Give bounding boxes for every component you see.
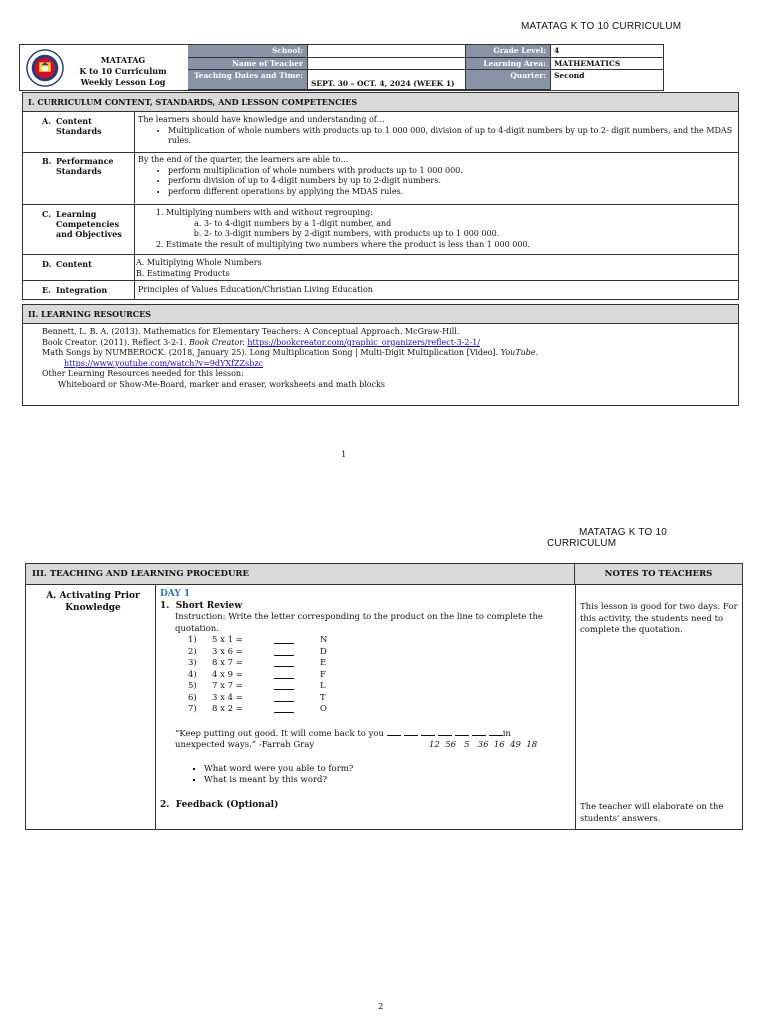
question-expression: 8 x 2 = <box>212 704 243 714</box>
competency-item-1a: a. 3- to 4-digit numbers by a 1-digit number, and <box>204 219 736 230</box>
quotation-end: in <box>502 728 511 739</box>
performance-standards-text <box>138 155 736 197</box>
question-expression: 4 x 9 = <box>212 669 243 680</box>
competencies-text <box>138 208 736 250</box>
reference-3-text: Math Songs by NUMBEROCK. (2018, January 25). Long Multiplication Song | Multi-Digit Multiplication [Video]. <box>42 348 501 357</box>
teacher-note-1: This lesson is good for two days. For this activity, the students need to complete the quotation. <box>580 602 738 635</box>
area-label: Learning Area: <box>466 58 551 70</box>
question-row <box>188 704 570 716</box>
section-learning-resources <box>22 304 739 406</box>
row-label <box>32 590 154 614</box>
resources-list <box>42 327 692 390</box>
performance-bullet: • perform division of up to 4-digit numbers by up to 2-digit numbers. <box>168 176 736 187</box>
grade-field[interactable]: 4 <box>551 45 663 58</box>
performance-standards-letter: B. <box>42 156 52 166</box>
question-number: 2) <box>188 646 197 657</box>
reflection-question: ▪ What is meant by this word? <box>204 775 570 787</box>
content-standards-intro: The learners should have knowledge and understanding of… <box>138 115 385 124</box>
feedback-heading <box>160 800 570 812</box>
reference-1: Bennett, L. B. A. (2013). Mathematics for Elementary Teachers: A Conceptual Approach. McGraw-Hill. <box>42 327 460 336</box>
integration-label: Integration <box>56 285 108 295</box>
question-letter: T <box>320 692 326 703</box>
quotation-line-2 <box>175 740 570 752</box>
question-expression: 3 x 4 = <box>212 692 243 703</box>
quotation-author: unexpected ways.” -Farrah Gray <box>175 740 315 750</box>
curriculum-header-line-1: MATATAG K TO 10 <box>579 527 668 538</box>
teacher-field[interactable] <box>308 58 466 70</box>
question-list <box>160 635 570 716</box>
question-row <box>188 635 570 647</box>
quotation <box>160 727 570 752</box>
quotation-line-1 <box>175 727 570 741</box>
reflection-question: ▪ What word were you able to form? <box>204 764 570 776</box>
question-letter: N <box>320 635 328 645</box>
logo-line-2: K to 10 Curriculum <box>79 66 167 76</box>
content-line-1: A. Multiplying Whole Numbers <box>136 258 262 267</box>
content-standards-letter: A. <box>42 116 51 126</box>
performance-bullet: • perform different operations by applying the MDAS rules. <box>168 187 736 198</box>
logo-line-3: Weekly Lesson Log <box>80 77 166 87</box>
notes-title: NOTES TO TEACHERS <box>575 564 742 585</box>
reference-3-source: YouTube. <box>500 348 539 357</box>
question-number: 5) <box>188 681 197 691</box>
logo-line-1: MATATAG <box>100 55 146 65</box>
section-title: II. LEARNING RESOURCES <box>23 305 738 324</box>
section-title: I. CURRICULUM CONTENT, STANDARDS, AND LESSON COMPETENCIES <box>23 93 738 112</box>
competency-item-1b: b. 2- to 3-digit numbers by 2-digit numbers, with products up to 1 000 000. <box>204 229 736 240</box>
question-letter: L <box>320 681 326 691</box>
reference-2 <box>42 338 692 349</box>
reflection-questions <box>160 764 570 787</box>
section-curriculum-content <box>22 92 739 300</box>
content-letter: D. <box>42 259 52 269</box>
short-review-heading <box>160 601 570 613</box>
other-resources-text: Whiteboard or Show-Me-Board, marker and eraser, worksheets and math blocks <box>58 379 386 389</box>
performance-bullet: • perform multiplication of whole numbers with products up to 1 000 000. <box>168 166 736 177</box>
content-line-2: B. Estimating Products <box>136 268 230 278</box>
row-label-line-2: Knowledge <box>65 603 121 613</box>
question-expression: 5 x 1 = <box>212 635 243 645</box>
section3-title: III. TEACHING AND LEARNING PROCEDURE <box>26 564 575 585</box>
reference-3-link[interactable]: https://www.youtube.com/watch?v=9dYXfZZsbzc <box>64 358 264 368</box>
performance-standards-intro: By the end of the quarter, the learners are able to… <box>138 155 349 164</box>
question-letter: F <box>320 669 326 680</box>
question-expression: 7 x 7 = <box>212 681 243 691</box>
content-standards-bullet: • Multiplication of whole numbers with products up to 1 000 000, division of up to 4-digit numbers by up to 2- digit numbers, and the MDAS rules. <box>168 126 736 147</box>
reference-3 <box>42 348 692 359</box>
question-number: 7) <box>188 704 197 714</box>
school-field[interactable] <box>308 45 466 58</box>
question-expression: 8 x 7 = <box>212 658 243 668</box>
item1-number: 1. <box>160 600 170 611</box>
page-number: 1 <box>341 450 347 460</box>
curriculum-header-line-2: CURRICULUM <box>547 538 617 549</box>
answer-blank[interactable] <box>274 635 294 644</box>
question-letter: E <box>320 658 327 668</box>
question-row <box>188 693 570 705</box>
curriculum-header: MATATAG K TO 10 CURRICULUM <box>521 21 682 32</box>
reference-2-text: Book Creator. (2011). Reflect 3-2-1. <box>42 337 189 347</box>
dates-field[interactable]: SEPT. 30 – OCT. 4, 2024 (WEEK 1) <box>308 70 466 90</box>
answer-blank[interactable] <box>274 704 294 713</box>
instruction-text: Instruction: Write the letter corresponding to the product on the line to complete the quotation. <box>175 612 543 634</box>
row-label-line-1: A. Activating Prior <box>46 591 140 601</box>
item2-number: 2. <box>160 799 170 810</box>
procedure-content <box>160 589 570 811</box>
logo-text <box>68 55 178 88</box>
question-row <box>188 670 570 682</box>
quotation-blanks[interactable] <box>387 729 503 739</box>
reference-3-link-row <box>42 359 692 370</box>
teaching-procedure-table <box>25 563 743 830</box>
item2-title: Feedback (Optional) <box>175 799 279 810</box>
question-letter: O <box>320 704 327 714</box>
question-letter: D <box>320 646 327 657</box>
competencies-letter: C. <box>42 209 52 219</box>
content-text <box>136 258 734 279</box>
day-label: DAY 1 <box>160 589 191 599</box>
question-expression: 3 x 6 = <box>212 646 243 657</box>
reference-2-source: Book Creator. <box>188 337 245 347</box>
dates-label: Teaching Dates and Time: <box>188 70 308 90</box>
question-number: 4) <box>188 669 197 680</box>
content-standards-text <box>138 115 736 147</box>
competency-item <box>166 208 736 240</box>
competencies-label: Learning Competencies and Objectives <box>56 209 122 239</box>
other-resources-label: Other Learning Resources needed for this lesson: <box>42 369 244 378</box>
question-number: 6) <box>188 692 197 703</box>
content-standards-label: Content Standards <box>56 116 102 136</box>
grade-label: Grade Level: <box>466 45 551 58</box>
question-number: 1) <box>188 635 197 645</box>
quotation-start: “Keep putting out good. It will come back to you <box>175 728 385 739</box>
answer-blank[interactable] <box>274 681 294 690</box>
reference-2-link[interactable]: https://bookcreator.com/graphic_organizers/reflect-3-2-1/ <box>247 337 481 347</box>
teacher-label: Name of Teacher <box>188 58 308 70</box>
deped-seal-icon <box>26 49 64 87</box>
performance-standards-label: Performance Standards <box>56 156 114 176</box>
question-row <box>188 658 570 670</box>
integration-text: Principles of Values Education/Christian Living Education <box>138 285 373 294</box>
answer-blank[interactable] <box>274 670 294 679</box>
quarter-label: Quarter: <box>466 70 551 90</box>
quotation-number-key: 12 56 5 36 16 49 18 <box>429 740 538 750</box>
integration-letter: E. <box>42 285 51 295</box>
competency-item-2: 2. Estimate the result of multiplying two numbers where the product is less than 1 000 000. <box>166 240 736 251</box>
page-number: 2 <box>378 1002 384 1012</box>
answer-blank[interactable] <box>274 647 294 656</box>
area-field[interactable]: MATHEMATICS <box>551 58 663 70</box>
item1-title: Short Review <box>175 600 243 611</box>
school-label: School: <box>188 45 308 58</box>
answer-blank[interactable] <box>274 658 294 667</box>
quarter-field[interactable]: Second <box>554 71 585 80</box>
question-row <box>188 647 570 659</box>
answer-blank[interactable] <box>274 693 294 702</box>
content-label: Content <box>56 259 92 269</box>
question-number: 3) <box>188 658 197 668</box>
question-row <box>188 681 570 693</box>
lesson-log-header-table <box>19 44 664 91</box>
teacher-note-2: The teacher will elaborate on the students' answers. <box>580 802 724 824</box>
logo-cell <box>20 45 189 90</box>
competency-item-1: Multiplying numbers with and without regrouping: <box>166 208 373 217</box>
